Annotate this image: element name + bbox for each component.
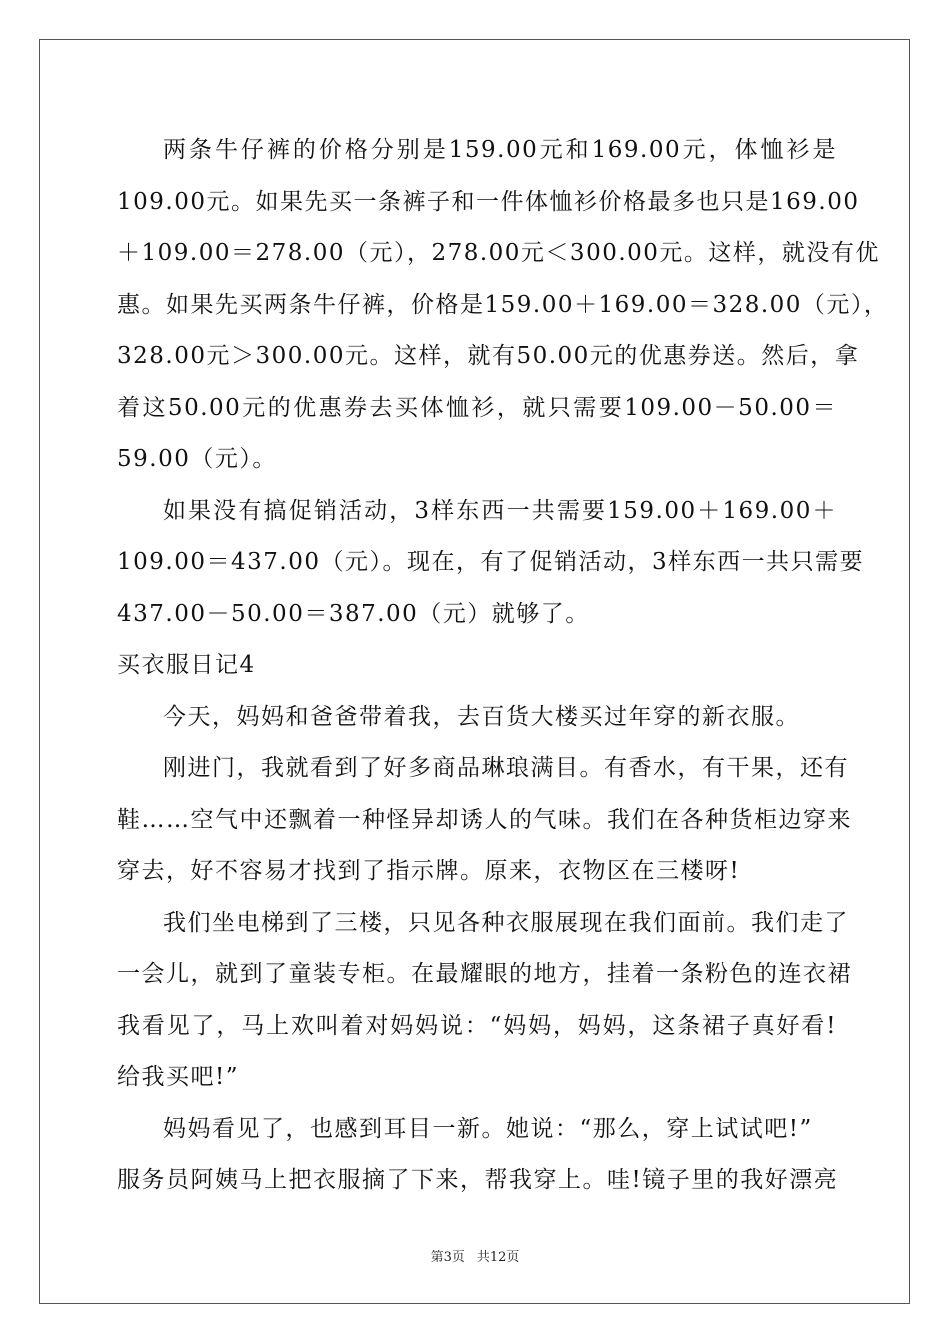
paragraph-line: 如果没有搞促销活动，3样东西一共需要159.00＋169.00＋ — [163, 497, 837, 524]
page-total: 共12页 — [476, 1250, 520, 1265]
section-heading: 买衣服日记4 — [117, 652, 256, 678]
paragraph-line: 437.00－50.00＝387.00（元）就够了。 — [117, 600, 590, 627]
paragraph-line: 我们坐电梯到了三楼，只见各种衣服展现在我们面前。我们走了 — [163, 909, 849, 936]
paragraph-line: 109.00元。如果先买一条裤子和一件体恤衫价格最多也只是169.00 — [117, 188, 860, 215]
paragraph-line: 59.00（元）。 — [117, 446, 277, 472]
paragraph-line: 今天，妈妈和爸爸带着我，去百货大楼买过年穿的新衣服。 — [163, 703, 800, 730]
paragraph-line: 我看见了，马上欢叫着对妈妈说：“妈妈，妈妈，这条裙子真好看! — [117, 1012, 837, 1039]
paragraph-line: 鞋……空气中还飘着一种怪异却诱人的气味。我们在各种货柜边穿来 — [117, 806, 852, 833]
paragraph-line: 着这50.00元的优惠券去买体恤衫，就只需要109.00－50.00＝ — [117, 394, 837, 421]
paragraph-line: 一会儿，就到了童装专柜。在最耀眼的地方，挂着一条粉色的连衣裙 — [117, 961, 852, 987]
page-footer — [0, 1246, 950, 1265]
paragraph-line: ＋109.00＝278.00（元），278.00元＜300.00元。这样，就没有优 — [117, 240, 880, 266]
paragraph-line: 服务员阿姨马上把衣服摘了下来，帮我穿上。哇!镜子里的我好漂亮 — [117, 1167, 839, 1193]
paragraph-line: 惠。如果先买两条牛仔裤，价格是159.00＋169.00＝328.00（元）， — [117, 291, 889, 318]
paragraph-line: 妈妈看见了，也感到耳目一新。她说：“那么，穿上试试吧!” — [163, 1115, 813, 1142]
paragraph-line: 两条牛仔裤的价格分别是159.00元和169.00元，体恤衫是 — [163, 137, 837, 163]
paragraph-line: 刚进门，我就看到了好多商品琳琅满目。有香水，有干果，还有 — [163, 755, 849, 781]
page-number: 第3页 — [430, 1250, 465, 1265]
paragraph-line: 109.00＝437.00（元）。现在，有了促销活动，3样东西一共只需要 — [117, 549, 865, 575]
paragraph-line: 给我买吧!” — [117, 1064, 240, 1090]
paragraph-line: 328.00元＞300.00元。这样，就有50.00元的优惠券送。然后，拿 — [117, 343, 860, 369]
paragraph-line: 穿去，好不容易才找到了指示牌。原来，衣物区在三楼呀! — [117, 858, 741, 884]
document-body — [117, 125, 889, 1207]
